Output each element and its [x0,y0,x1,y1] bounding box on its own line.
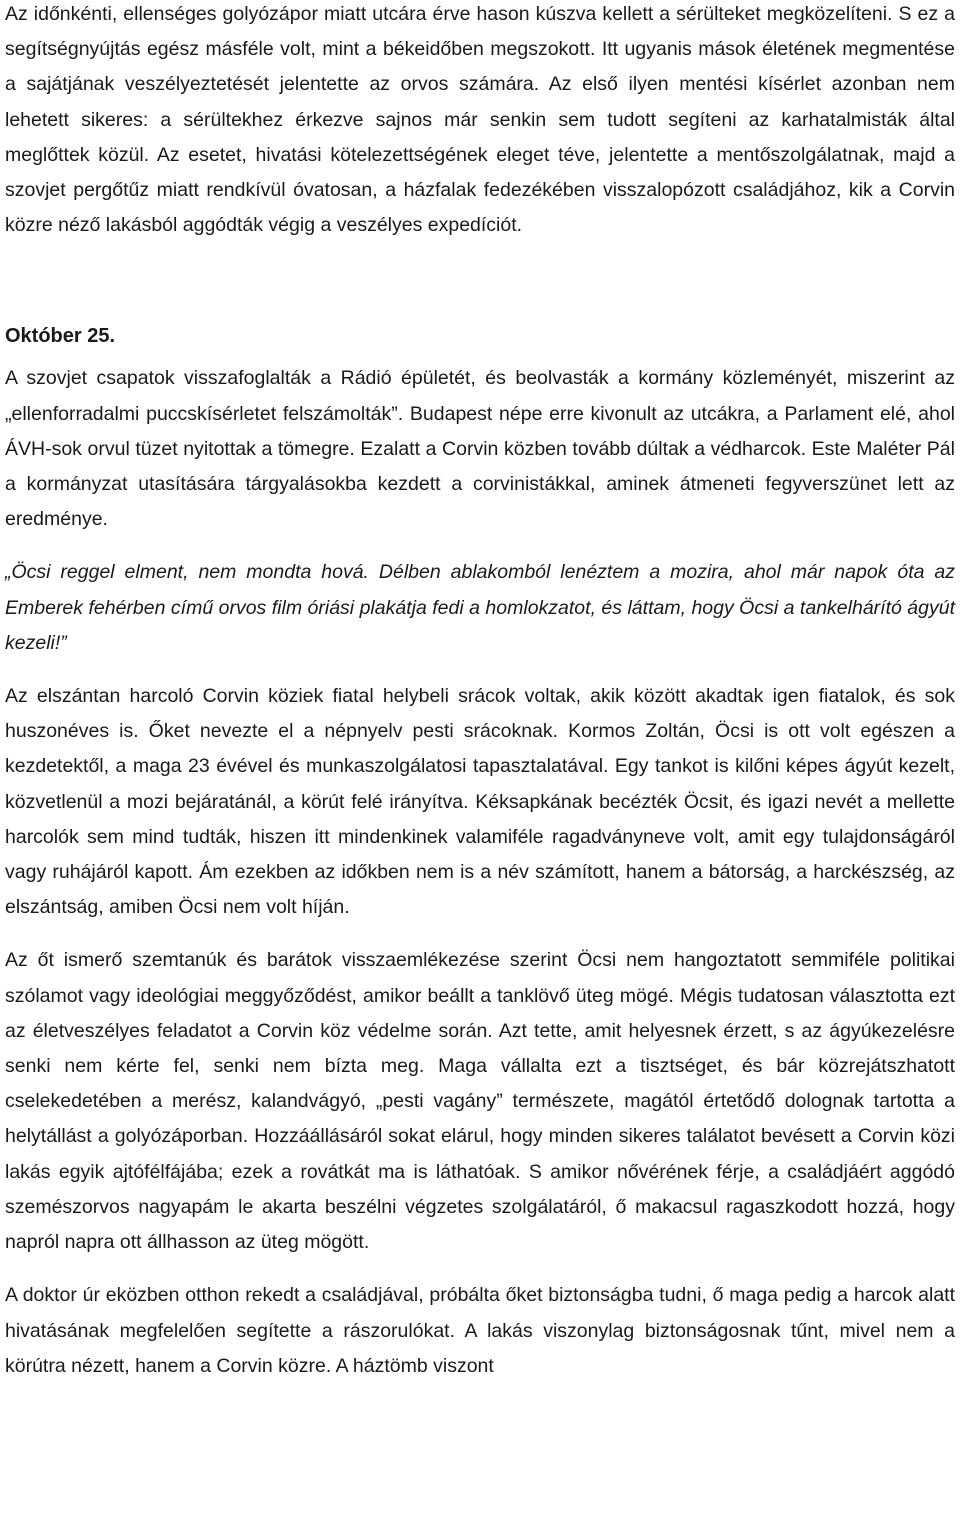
paragraph-soviet-troops: A szovjet csapatok visszafoglalták a Rádió épületét, és beolvasták a kormány közleményét, miszerint az „ellenforradalmi puccskísérletet felszámolták”. Budapest népe erre kivonult az utcákra, a Parlament elé, ahol ÁVH-sok orvul tüzet nyitottak a tömegre. Ezalatt a Corvin közben tovább dúltak a védharcok. Este Maléter Pál a kormányzat utasítására tárgyalásokba kezdett a corvinistákkal, aminek átmeneti fegyverszünet lett az eredménye. [5,367,955,531]
paragraph-witness-memories: Az őt ismerő szemtanúk és barátok visszaemlékezése szerint Öcsi nem hangoztatott semmiféle politikai szólamot vagy ideológiai meggyőződést, amikor beállt a tanklövő üteg mögé. Mégis tudatosan választotta ezt az életveszélyes feladatot a Corvin köz védelme során. Azt tette, amit helyesnek érzett, s az ágyúkezelésre senki nem kérte fel, senki nem bízta meg. Maga vállalta ezt a tisztséget, és bár közrejátszhatott cselekedetében a merész, kalandvágyó, „pesti vagány” természete, magától értetődő dolognak tartotta a helytállást a golyózáporban. Hozzáállásáról sokat elárul, hogy minden sikeres találatot bevésett a Corvin közi lakás egyik ajtófélfájába; ezek a rovátkát ma is láthatóak. S amikor nővérének férje, a családjáért aggódó szemészorvos nagyapám le akarta beszélni végzetes szolgálatáról, ő makacsul ragaszkodott hozzá, hogy napról napra ott állhasson az üteg mögött. [5,949,955,1254]
paragraph-rescue-attempt: Az időnkénti, ellenséges golyózápor miatt utcára érve hason kúszva kellett a sérülteket megközelíteni. S ez a segítségnyújtás egész másféle volt, mint a békeidőben megszokott. Itt ugyanis mások életének megmentése a sajátjának veszélyeztetését jelentette az orvos számára. Az első ilyen mentési kísérlet azonban nem lehetett sikeres: a sérültekhez érkezve sajnos már senkin sem tudott segíteni az karhatalmisták által meglőttek közül. Az esetet, hivatási kötelezettségének eleget téve, jelentette a mentőszolgálatnak, majd a szovjet pergőtűz miatt rendkívül óvatosan, a házfalak fedezékében visszalopózott családjához, kik a Corvin közre néző lakásból aggódták végig a veszélyes expedíciót. [5,3,955,237]
section-heading-october-25: Október 25. [5,325,116,348]
document-page [5,0,955,1384]
paragraph-doctor-at-home: A doktor úr eközben otthon rekedt a családjával, próbálta őket biztonságba tudni, ő maga pedig a harcok alatt hivatásának megfelelően segítette a rászorulókat. A lakás viszonylag biztonságosnak tűnt, mivel nem a körútra nézett, hanem a Corvin közre. A háztömb viszont [5,1284,955,1377]
paragraph-corvin-fighters: Az elszántan harcoló Corvin köziek fiatal helybeli srácok voltak, akik között akadtak igen fiatalok, és sok huszonéves is. Őket nevezte el a népnyelv pesti srácoknak. Kormos Zoltán, Öcsi is ott volt egészen a kezdetektől, a maga 23 évével és munkaszolgálatosi tapasztalatával. Egy tankot is kilőni képes ágyút kezelt, közvetlenül a mozi bejáratánál, a körút felé irányítva. Kéksapkának becézték Öcsit, és igazi nevét a mellette harcolók sem mind tudták, hiszen itt mindenkinek valamiféle ragadványneve volt, amit egy tulajdonságáról vagy ruhájáról kapott. Ám ezekben az időkben nem is a név számított, hanem a bátorság, a harckészség, az elszántság, amiben Öcsi nem volt híján. [5,685,955,919]
quote-paragraph: „Öcsi reggel elment, nem mondta hová. Délben ablakomból lenéztem a mozira, ahol már napok óta az Emberek fehérben című orvos film óriási plakátja fedi a homlokzatot, és láttam, hogy Öcsi a tankelhárító ágyút kezeli!” [5,561,955,654]
